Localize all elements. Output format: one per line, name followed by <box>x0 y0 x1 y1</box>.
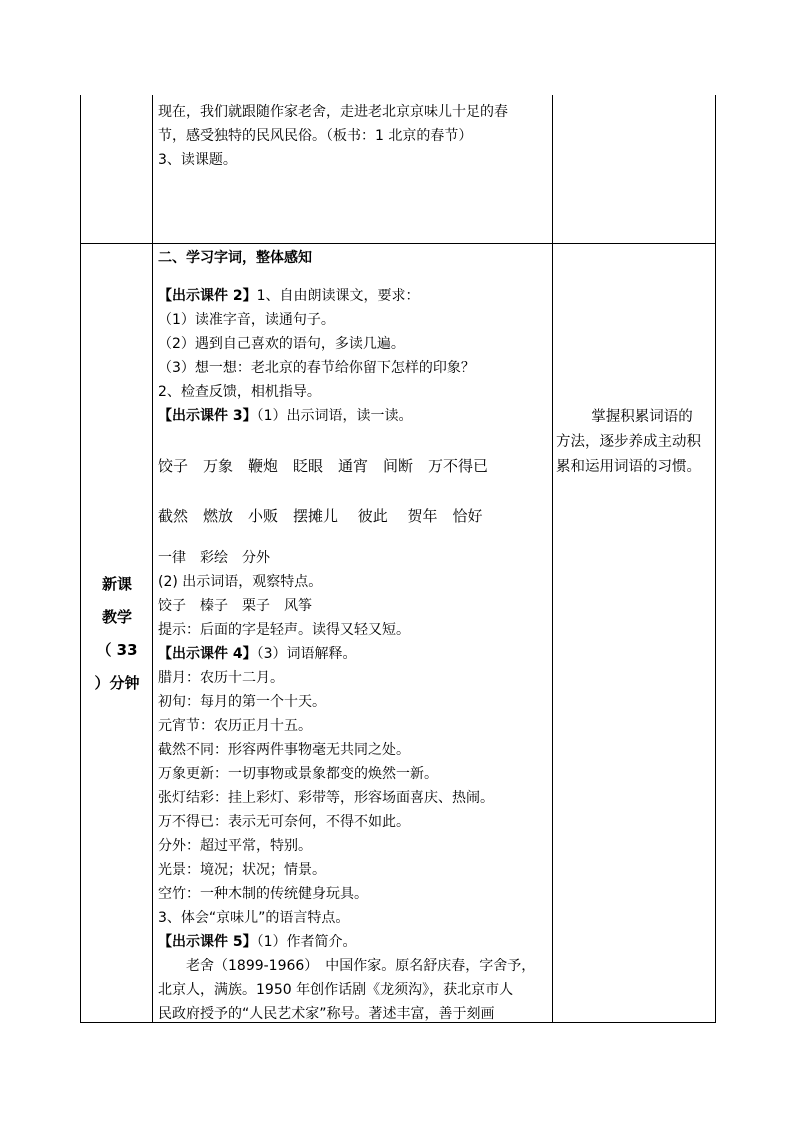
word-list: 一律 彩绘 分外 <box>158 550 270 566</box>
author-bio-line: 老舍（1899-1966） 中国作家。原名舒庆春，字舍予， <box>158 958 536 974</box>
text-line: 3、读课题。 <box>158 152 237 168</box>
definition-item: 腊月：农历十二月。 <box>158 670 284 686</box>
row1-content <box>158 100 550 172</box>
section-label <box>82 568 152 700</box>
word-list: 饺子 榛子 栗子 风筝 <box>158 598 312 614</box>
definition-item: 初旬：每月的第一个十天。 <box>158 694 326 710</box>
objective-line: 掌握积累词语的 <box>591 409 693 425</box>
requirement-item: （1）读准字音，读通句子。 <box>158 312 335 328</box>
requirement-item: （2）遇到自己喜欢的语句，多读几遍。 <box>158 336 405 352</box>
word-list: 截然 燃放 小贩 摆摊儿 彼此 贺年 恰好 <box>158 507 483 525</box>
instruction-text: 2、检查反馈，相机指导。 <box>158 384 321 400</box>
text-line: 节，感受独特的民风民俗。（板书：1 北京的春节） <box>158 128 473 144</box>
section-title: 二、学习字词，整体感知 <box>158 250 312 266</box>
objective-line: 累和运用词语的习惯。 <box>556 459 701 475</box>
instruction-text: 1、自由朗读课文，要求： <box>256 288 420 304</box>
courseware-tag: 【出示课件 3】 <box>158 408 257 424</box>
word-list: 饺子 万象 鞭炮 眨眼 通宵 间断 万不得已 <box>158 457 489 475</box>
courseware-5-line <box>158 930 550 954</box>
requirement-item: （3）想一想：老北京的春节给你留下怎样的印象？ <box>158 360 475 376</box>
lesson-content <box>158 246 550 1026</box>
courseware-tag: 【出示课件 4】 <box>158 646 257 662</box>
objective-note <box>556 405 714 480</box>
definition-item: 万不得已：表示无可奈何，不得不如此。 <box>158 814 410 830</box>
author-bio-line: 民政府授予的“人民艺术家”称号。著述丰富，善于刻画 <box>158 1006 495 1022</box>
definition-item: 光景：境况；状况；情景。 <box>158 862 326 878</box>
hint-text: 提示：后面的字是轻声。读得又轻又短。 <box>158 622 410 638</box>
courseware-4-line <box>158 642 550 666</box>
label-line: 新课 <box>101 575 132 593</box>
courseware-3-line <box>158 404 550 428</box>
definition-item: 万象更新：一切事物或景象都变的焕然一新。 <box>158 766 438 782</box>
author-bio-line: 北京人，满族。1950 年创作话剧《龙须沟》，获北京市人 <box>158 982 514 998</box>
definition-item: 空竹：一种木制的传统健身玩具。 <box>158 886 368 902</box>
courseware-tag: 【出示课件 5】 <box>158 934 257 950</box>
courseware-tag: 【出示课件 2】 <box>158 288 257 304</box>
objective-line: 方法，逐步养成主动积 <box>556 434 701 450</box>
instruction-text: 3、体会“京味儿”的语言特点。 <box>158 910 350 926</box>
table-col1-divider <box>152 95 153 1023</box>
definition-item: 分外：超过平常，特别。 <box>158 838 312 854</box>
label-line: （ 33 <box>96 641 138 659</box>
definition-item: 元宵节：农历正月十五。 <box>158 718 312 734</box>
table-right-border <box>715 95 716 1023</box>
instruction-text: （1）作者简介。 <box>256 934 357 950</box>
instruction-text: （1）出示词语，读一读。 <box>256 408 413 424</box>
label-line: ）分钟 <box>94 674 140 692</box>
table-left-border <box>80 95 81 1023</box>
instruction-text: （3）词语解释。 <box>256 646 357 662</box>
courseware-2-line <box>158 284 550 308</box>
label-line: 教学 <box>101 608 132 626</box>
definition-item: 张灯结彩：挂上彩灯、彩带等，形容场面喜庆、热闹。 <box>158 790 494 806</box>
instruction-text: (2) 出示词语，观察特点。 <box>158 574 323 590</box>
table-col2-divider <box>552 95 553 1023</box>
definition-item: 截然不同：形容两件事物毫无共同之处。 <box>158 742 410 758</box>
text-line: 现在，我们就跟随作家老舍，走进老北京京味儿十足的春 <box>158 104 508 120</box>
table-row-divider <box>80 243 716 244</box>
